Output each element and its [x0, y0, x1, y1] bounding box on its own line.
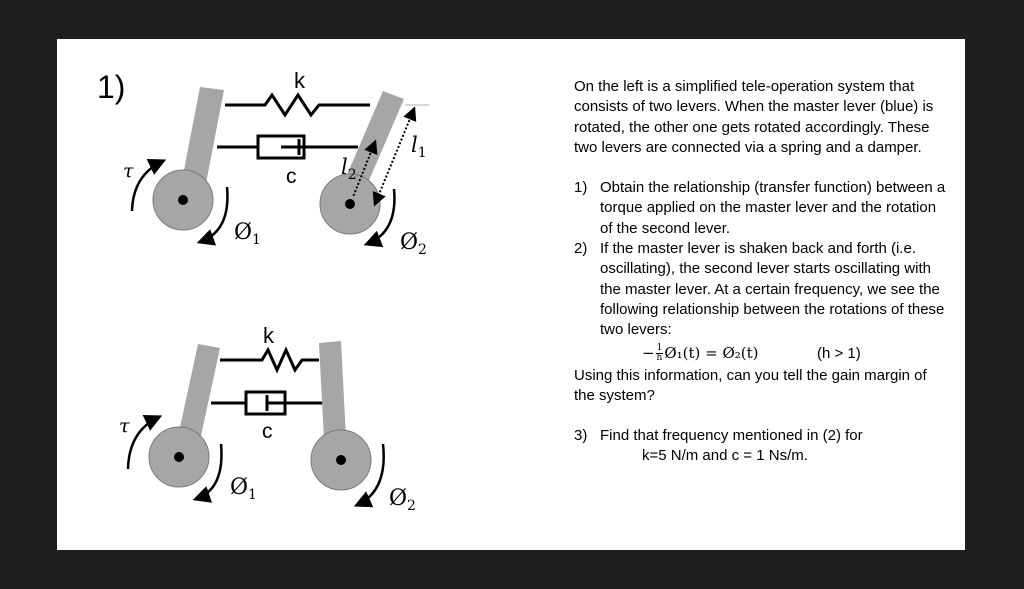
question-3 [574, 426, 946, 446]
length2-label: $l_2$ [341, 155, 357, 183]
question-2-followup: Using this information, can you tell the gain margin of the system? [574, 366, 927, 404]
top-diagram [123, 68, 429, 258]
question-text: If the master lever is shaken back and forth (i.e. oscillating), the second lever starts oscillating with the master lever. At a certain frequency, we see the following relationship between the rotations of these two levers: [600, 240, 945, 339]
oscillation-equation [574, 341, 946, 366]
equation-body: Ø₁(t) = Ø₂(t) [664, 343, 759, 362]
bottom-diagram [119, 323, 416, 514]
angle2-label: $Ø_2$ [389, 486, 416, 514]
fraction-denominator: h [656, 353, 663, 364]
slide [57, 39, 965, 550]
master-pivot [174, 452, 184, 462]
damper-label: c [262, 420, 273, 443]
fraction-numerator: 1 [656, 343, 663, 354]
second-pivot [336, 455, 346, 465]
spring-label: k [294, 68, 305, 93]
angle1-label: $Ø_1$ [234, 220, 261, 248]
torque-label: τ [123, 160, 134, 182]
question-number: 1) [574, 179, 588, 197]
angle2-label: $Ø_2$ [400, 230, 427, 258]
angle1-label: $Ø_1$ [230, 475, 257, 503]
equation-minus: − [642, 343, 655, 362]
question-text: Obtain the relationship (transfer function) between a torque applied on the master lever and the rotation of the second lever. [600, 179, 946, 237]
torque-label: τ [119, 415, 130, 437]
question-text: Find that frequency mentioned in (2) for [600, 427, 863, 445]
problem-description [574, 77, 946, 467]
equation-fraction [656, 344, 664, 363]
damper-label: c [286, 165, 297, 188]
spring-label: k [263, 323, 274, 348]
question-2 [574, 239, 946, 340]
problem-number: 1) [97, 69, 126, 105]
intro-paragraph: On the left is a simplified tele-operation system that consists of two levers. When the master lever (blue) is rotated, the other one gets rotated accordingly. These two levers are connected via a spring and a damper. [574, 78, 934, 156]
question-1 [574, 178, 946, 239]
second-pivot [345, 199, 355, 209]
equation-condition: (h > 1) [817, 344, 861, 362]
length1-label: $l_1$ [411, 133, 427, 161]
master-pivot [178, 195, 188, 205]
question-number: 2) [574, 240, 588, 258]
spring [225, 95, 370, 115]
spring [220, 350, 319, 370]
lever-system-diagram [57, 39, 537, 550]
question-number: 3) [574, 427, 588, 445]
question-3-values: k=5 N/m and c = 1 Ns/m. [642, 447, 808, 465]
